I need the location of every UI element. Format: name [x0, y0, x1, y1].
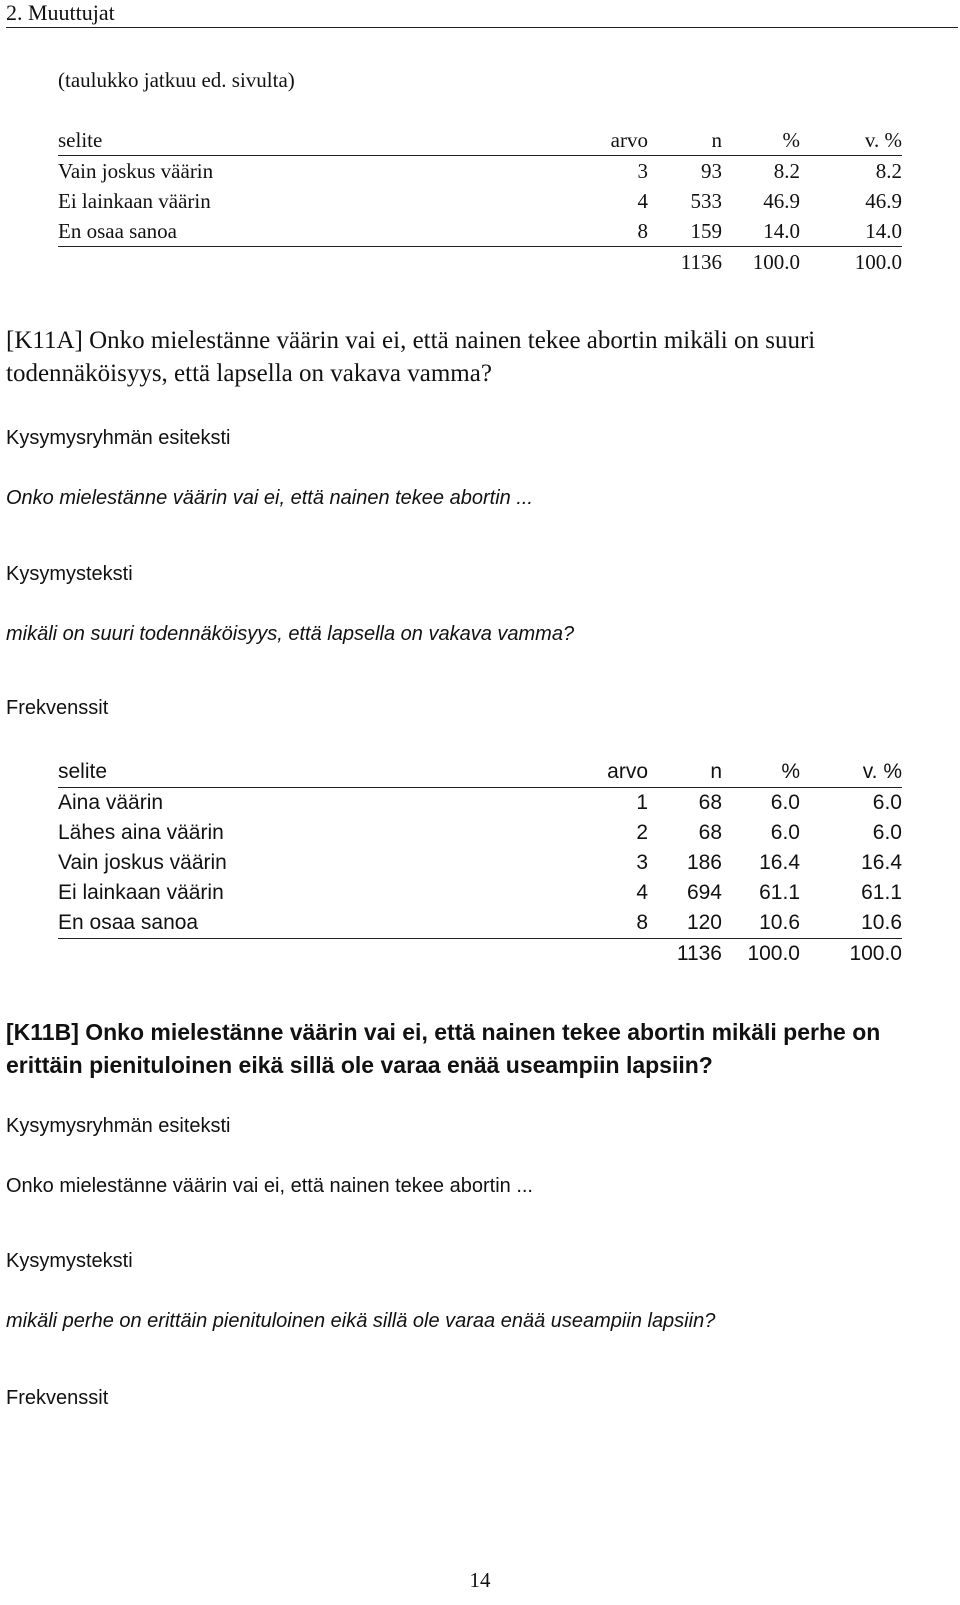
table-row: [58, 878, 902, 908]
cell-n: 93: [701, 159, 722, 183]
cell-n: 68: [698, 791, 722, 814]
total-n: 1136: [676, 942, 722, 965]
total-percent: 100.0: [747, 942, 800, 965]
cell-selite: Ei lainkaan väärin: [58, 189, 211, 213]
cell-selite: En osaa sanoa: [58, 908, 528, 939]
cell-n: 120: [648, 908, 722, 939]
cell-valid-percent: 46.9: [865, 189, 902, 213]
table-row: [58, 908, 902, 939]
freq-label-k11a: Frekvenssit: [6, 697, 109, 719]
cell-selite: Vain joskus väärin: [58, 159, 214, 183]
group-label-k11a: Kysymysryhmän esiteksti: [6, 427, 231, 449]
question-label-k11b: Kysymysteksti: [6, 1250, 133, 1272]
cell-percent: 8.2: [773, 159, 800, 183]
cell-selite: Lähes aina väärin: [58, 821, 224, 844]
cell-arvo: 3: [636, 851, 648, 874]
cell-percent: 14.0: [722, 216, 800, 247]
page-number: 14: [469, 1568, 491, 1592]
col-header-arvo: arvo: [528, 125, 648, 156]
cell-percent: 61.1: [759, 881, 800, 904]
cell-percent: 46.9: [763, 189, 800, 213]
question-label-k11a: Kysymysteksti: [6, 563, 133, 585]
cell-percent: 10.6: [722, 908, 800, 939]
total-n: 1136: [680, 250, 722, 274]
cell-arvo: 2: [636, 821, 648, 844]
total-percent: 100.0: [752, 250, 800, 274]
col-header-selite: selite: [58, 125, 528, 156]
question-text-k11a: mikäli on suuri todennäköisyys, että lapsella on vakava vamma?: [6, 623, 575, 645]
cell-selite: Aina väärin: [58, 791, 164, 814]
question-title-k11a: [K11A] Onko mielestänne väärin vai ei, että nainen tekee abortin mikäli on suuri todennäköisyys, että lapsella on vakava vamma?: [6, 327, 816, 387]
col-header-percent: %: [722, 757, 800, 788]
cell-valid-percent: 6.0: [872, 791, 902, 814]
question-text-k11b: mikäli perhe on erittäin pienituloinen eikä sillä ole varaa enää useampiin lapsiin?: [6, 1310, 716, 1332]
total-valid-percent: 100.0: [854, 250, 902, 274]
cell-selite: Vain joskus väärin: [58, 851, 227, 874]
table-row: [58, 818, 902, 848]
cell-arvo: 3: [637, 159, 648, 183]
table-total-row: [58, 939, 902, 970]
cell-n: 533: [690, 189, 722, 213]
group-text-k11b: Onko mielestänne väärin vai ei, että nainen tekee abortin ...: [6, 1175, 533, 1197]
cell-arvo: 8: [528, 908, 648, 939]
frequency-table-continued: [58, 125, 902, 277]
table-row: [58, 156, 902, 187]
col-header-n: n: [648, 125, 722, 156]
cell-valid-percent: 10.6: [800, 908, 902, 939]
col-header-valid-percent: v. %: [800, 125, 902, 156]
cell-valid-percent: 6.0: [872, 821, 902, 844]
col-header-selite: selite: [58, 757, 528, 788]
cell-n: 186: [686, 851, 722, 874]
cell-arvo: 1: [636, 791, 648, 814]
group-label-k11b: Kysymysryhmän esiteksti: [6, 1115, 231, 1137]
cell-arvo: 4: [637, 189, 648, 213]
running-head: 2. Muuttujat: [6, 0, 115, 25]
frequency-table-k11a: [58, 757, 902, 969]
table-row: [58, 216, 902, 247]
table-row: [58, 186, 902, 216]
col-header-arvo: arvo: [528, 757, 648, 788]
cell-selite: En osaa sanoa: [58, 216, 528, 247]
table-row: [58, 848, 902, 878]
cell-valid-percent: 16.4: [861, 851, 902, 874]
cell-percent: 16.4: [759, 851, 800, 874]
table-total-row: [58, 247, 902, 278]
cell-n: 68: [698, 821, 722, 844]
total-valid-percent: 100.0: [849, 942, 902, 965]
freq-label-k11b: Frekvenssit: [6, 1387, 109, 1409]
continued-note: (taulukko jatkuu ed. sivulta): [58, 68, 295, 92]
col-header-valid-percent: v. %: [800, 757, 902, 788]
table-header-row: [58, 757, 902, 788]
cell-valid-percent: 14.0: [800, 216, 902, 247]
cell-selite: Ei lainkaan väärin: [58, 881, 224, 904]
cell-n: 694: [686, 881, 722, 904]
table-row: [58, 788, 902, 819]
group-text-k11a: Onko mielestänne väärin vai ei, että nainen tekee abortin ...: [6, 487, 533, 509]
cell-arvo: 8: [528, 216, 648, 247]
cell-arvo: 4: [636, 881, 648, 904]
cell-percent: 6.0: [770, 821, 800, 844]
col-header-percent: %: [722, 125, 800, 156]
cell-valid-percent: 8.2: [875, 159, 902, 183]
table-header-row: [58, 125, 902, 156]
cell-valid-percent: 61.1: [861, 881, 902, 904]
question-title-k11b: [K11B] Onko mielestänne väärin vai ei, että nainen tekee abortin mikäli perhe on erittäin pienituloinen eikä sillä ole varaa enää useampiin lapsiin?: [6, 1019, 881, 1078]
col-header-n: n: [648, 757, 722, 788]
cell-n: 159: [648, 216, 722, 247]
cell-percent: 6.0: [770, 791, 800, 814]
header-rule: [6, 27, 958, 28]
